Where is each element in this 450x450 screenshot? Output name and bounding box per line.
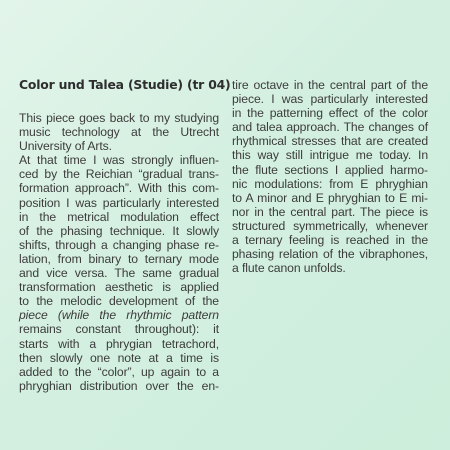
text-line: of the phasing technique. It slowly	[19, 223, 219, 238]
text-line: in the metrical modulation effect	[19, 209, 219, 224]
text-line: structured symmetrically, whenever	[232, 218, 428, 233]
text-line: and vice versa. The same gradual	[19, 266, 219, 281]
text-line: this way still intrigue me today. In	[232, 148, 428, 163]
text-line: phasing relation of the vibraphones,	[232, 247, 428, 262]
text-line-italic: piece (while the rhythmic pattern	[19, 308, 219, 323]
text-line: a flute canon unfolds.	[232, 261, 346, 276]
text-line: position I was particularly interested	[19, 195, 219, 210]
text-line: music technology at the Utrecht	[19, 125, 219, 140]
article-title: Color und Talea (Studie) (tr 04)	[19, 77, 231, 92]
text-line: transformation aesthetic is applied	[19, 280, 219, 295]
text-line: to the melodic development of the	[19, 294, 219, 309]
text-line: ced by the Reichian “gradual trans-	[19, 167, 219, 182]
text-line: in the patterning effect of the color	[232, 106, 428, 121]
text-line: At that time I was strongly influen-	[19, 153, 219, 168]
text-line: University of Arts.	[19, 139, 112, 154]
text-line: and talea approach. The changes of	[232, 120, 428, 135]
right-column	[232, 78, 428, 275]
text-line: phryghian distribution over the en-	[19, 378, 219, 393]
text-line: a ternary feeling is reached in the	[232, 233, 428, 248]
text-line: formation approach”. With this com-	[19, 181, 219, 196]
text-line: shifts, through a changing phase re-	[19, 237, 219, 252]
text-line: rhythmical stresses that are created	[232, 134, 428, 149]
text-line: remains constant throughout): it	[19, 322, 219, 337]
text-line: nor in the central part. The piece is	[232, 204, 428, 219]
text-line: the flute sections I applied harmo-	[232, 162, 428, 177]
text-line: This piece goes back to my studying	[19, 111, 219, 125]
text-line: tire octave in the central part of the	[232, 78, 428, 92]
left-column	[19, 77, 231, 393]
text-line: nic modulations: from E phryghian	[232, 176, 428, 191]
text-line: to A minor and E phryghian to E mi-	[232, 190, 428, 205]
text-line: lation, from binary to ternary mode	[19, 251, 219, 266]
text-line: added to the “color”, up again to a	[19, 364, 219, 379]
text-line: starts with a phrygian tetrachord,	[19, 336, 219, 351]
text-line: then slowly one note at a time is	[19, 350, 219, 365]
text-line: piece. I was particularly interested	[232, 92, 428, 107]
